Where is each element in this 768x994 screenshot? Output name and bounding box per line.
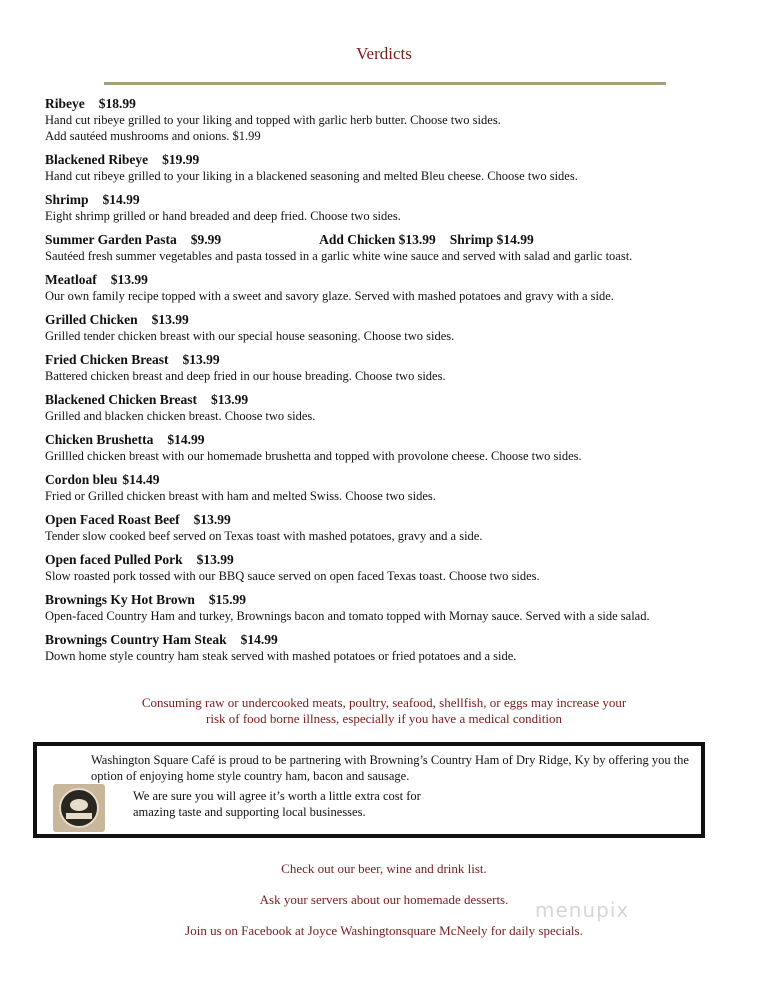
item-name: Fried Chicken Breast	[45, 352, 169, 367]
item-addon-shrimp: Shrimp $14.99	[449, 232, 534, 247]
item-name: Ribeye	[45, 96, 85, 111]
footer-facebook: Join us on Facebook at Joyce Washingtonsquare McNeely for daily specials.	[185, 923, 583, 938]
menu-item-country-ham-steak	[45, 631, 745, 664]
item-description: Battered chicken breast and deep fried in our house breading. Choose two sides.	[45, 369, 446, 383]
warning-line-2: risk of food borne illness, especially if you have a medical condition	[206, 711, 562, 726]
item-name: Open Faced Roast Beef	[45, 512, 180, 527]
item-price: $13.99	[211, 392, 249, 407]
footer-drink-list: Check out our beer, wine and drink list.	[281, 861, 487, 876]
menu-item-ribeye	[45, 95, 745, 144]
menu-list	[45, 95, 745, 671]
menu-item-summer-garden-pasta	[45, 231, 745, 264]
item-name: Blackened Ribeye	[45, 152, 149, 167]
menu-item-fried-chicken-breast	[45, 351, 745, 384]
partner-text-2: We are sure you will agree it’s worth a little extra cost for amazing taste and supporting local businesses.	[133, 789, 421, 819]
item-description: Fried or Grilled chicken breast with ham and melted Swiss. Choose two sides.	[45, 489, 436, 503]
item-price: $14.99	[240, 632, 278, 647]
menu-item-open-faced-pulled-pork	[45, 551, 745, 584]
item-price: $13.99	[151, 312, 189, 327]
menu-item-blackened-chicken-breast	[45, 391, 745, 424]
page-title: Verdicts	[356, 44, 412, 63]
brownings-logo	[53, 784, 105, 832]
menu-item-grilled-chicken	[45, 311, 745, 344]
title-divider	[104, 82, 666, 85]
menu-item-open-faced-roast-beef	[45, 511, 745, 544]
menu-item-blackened-ribeye	[45, 151, 745, 184]
item-price: $15.99	[208, 592, 247, 607]
item-description: Our own family recipe topped with a sweet and savory glaze. Served with mashed potatoes and gravy with a side.	[45, 289, 614, 303]
menupix-watermark: menupix	[535, 898, 630, 922]
item-name: Summer Garden Pasta	[45, 232, 177, 247]
item-price: $13.99	[193, 512, 231, 527]
footer-desserts: Ask your servers about our homemade desserts.	[259, 892, 509, 907]
item-name: Blackened Chicken Breast	[45, 392, 198, 407]
warning-line-1: Consuming raw or undercooked meats, poultry, seafood, shellfish, or eggs may increase your	[141, 695, 627, 710]
item-name: Open faced Pulled Pork	[45, 552, 183, 567]
item-price: $14.99	[102, 192, 140, 207]
item-description: Open-faced Country Ham and turkey, Brownings bacon and tomato topped with Mornay sauce. Served with a side salad.	[45, 609, 650, 623]
item-name: Brownings Ky Hot Brown	[45, 592, 195, 607]
item-name: Meatloaf	[45, 272, 97, 287]
item-description: Sautéed fresh summer vegetables and pasta tossed in a garlic white wine sauce and served with salad and garlic toast.	[45, 249, 633, 263]
item-description: Tender slow cooked beef served on Texas toast with mashed potatoes, gravy and a side.	[45, 529, 483, 543]
item-description: Grilled and blacken chicken breast. Choose two sides.	[45, 409, 316, 423]
item-name: Grilled Chicken	[45, 312, 138, 327]
partner-text-1: Washington Square Café is proud to be partnering with Browning’s Country Ham of Dry Ridge, Ky by offering you the option of enjoying home style country ham, bacon and sausage.	[91, 753, 689, 783]
item-description: Grilled tender chicken breast with our special house seasoning. Choose two sides.	[45, 329, 455, 343]
item-description: Grillled chicken breast with our homemade brushetta and topped with provolone cheese. Choose two sides.	[45, 449, 582, 463]
item-price: $18.99	[98, 96, 136, 111]
item-name: Cordon bleu	[45, 472, 118, 487]
item-price: $19.99	[162, 152, 200, 167]
menu-item-shrimp	[45, 191, 745, 224]
item-addon: Add sautéed mushrooms and onions. $1.99	[45, 129, 261, 143]
item-description: Eight shrimp grilled or hand breaded and deep fried. Choose two sides.	[45, 209, 401, 223]
food-safety-warning	[0, 695, 768, 727]
item-price: $9.99	[190, 232, 222, 247]
brownings-seal-icon	[59, 788, 99, 828]
menu-item-meatloaf	[45, 271, 745, 304]
item-price: $14.49	[122, 472, 160, 487]
item-description: Slow roasted pork tossed with our BBQ sauce served on open faced Texas toast. Choose two sides.	[45, 569, 540, 583]
item-description: Hand cut ribeye grilled to your liking and topped with garlic herb butter. Choose two sides.	[45, 113, 501, 127]
item-price: $13.99	[182, 352, 220, 367]
item-price: $13.99	[110, 272, 148, 287]
item-description: Hand cut ribeye grilled to your liking in a blackened seasoning and melted Bleu cheese. Choose two sides.	[45, 169, 578, 183]
menu-item-chicken-brushetta	[45, 431, 745, 464]
item-price: $13.99	[196, 552, 234, 567]
item-addon-chicken: Add Chicken $13.99	[319, 232, 436, 247]
item-price: $14.99	[167, 432, 205, 447]
menu-item-cordon-bleu	[45, 471, 745, 504]
item-name: Chicken Brushetta	[45, 432, 154, 447]
item-name: Shrimp	[45, 192, 89, 207]
partner-notice-box	[33, 742, 705, 838]
item-description: Down home style country ham steak served with mashed potatoes or fried potatoes and a side.	[45, 649, 517, 663]
menu-item-ky-hot-brown	[45, 591, 745, 624]
item-name: Brownings Country Ham Steak	[45, 632, 227, 647]
